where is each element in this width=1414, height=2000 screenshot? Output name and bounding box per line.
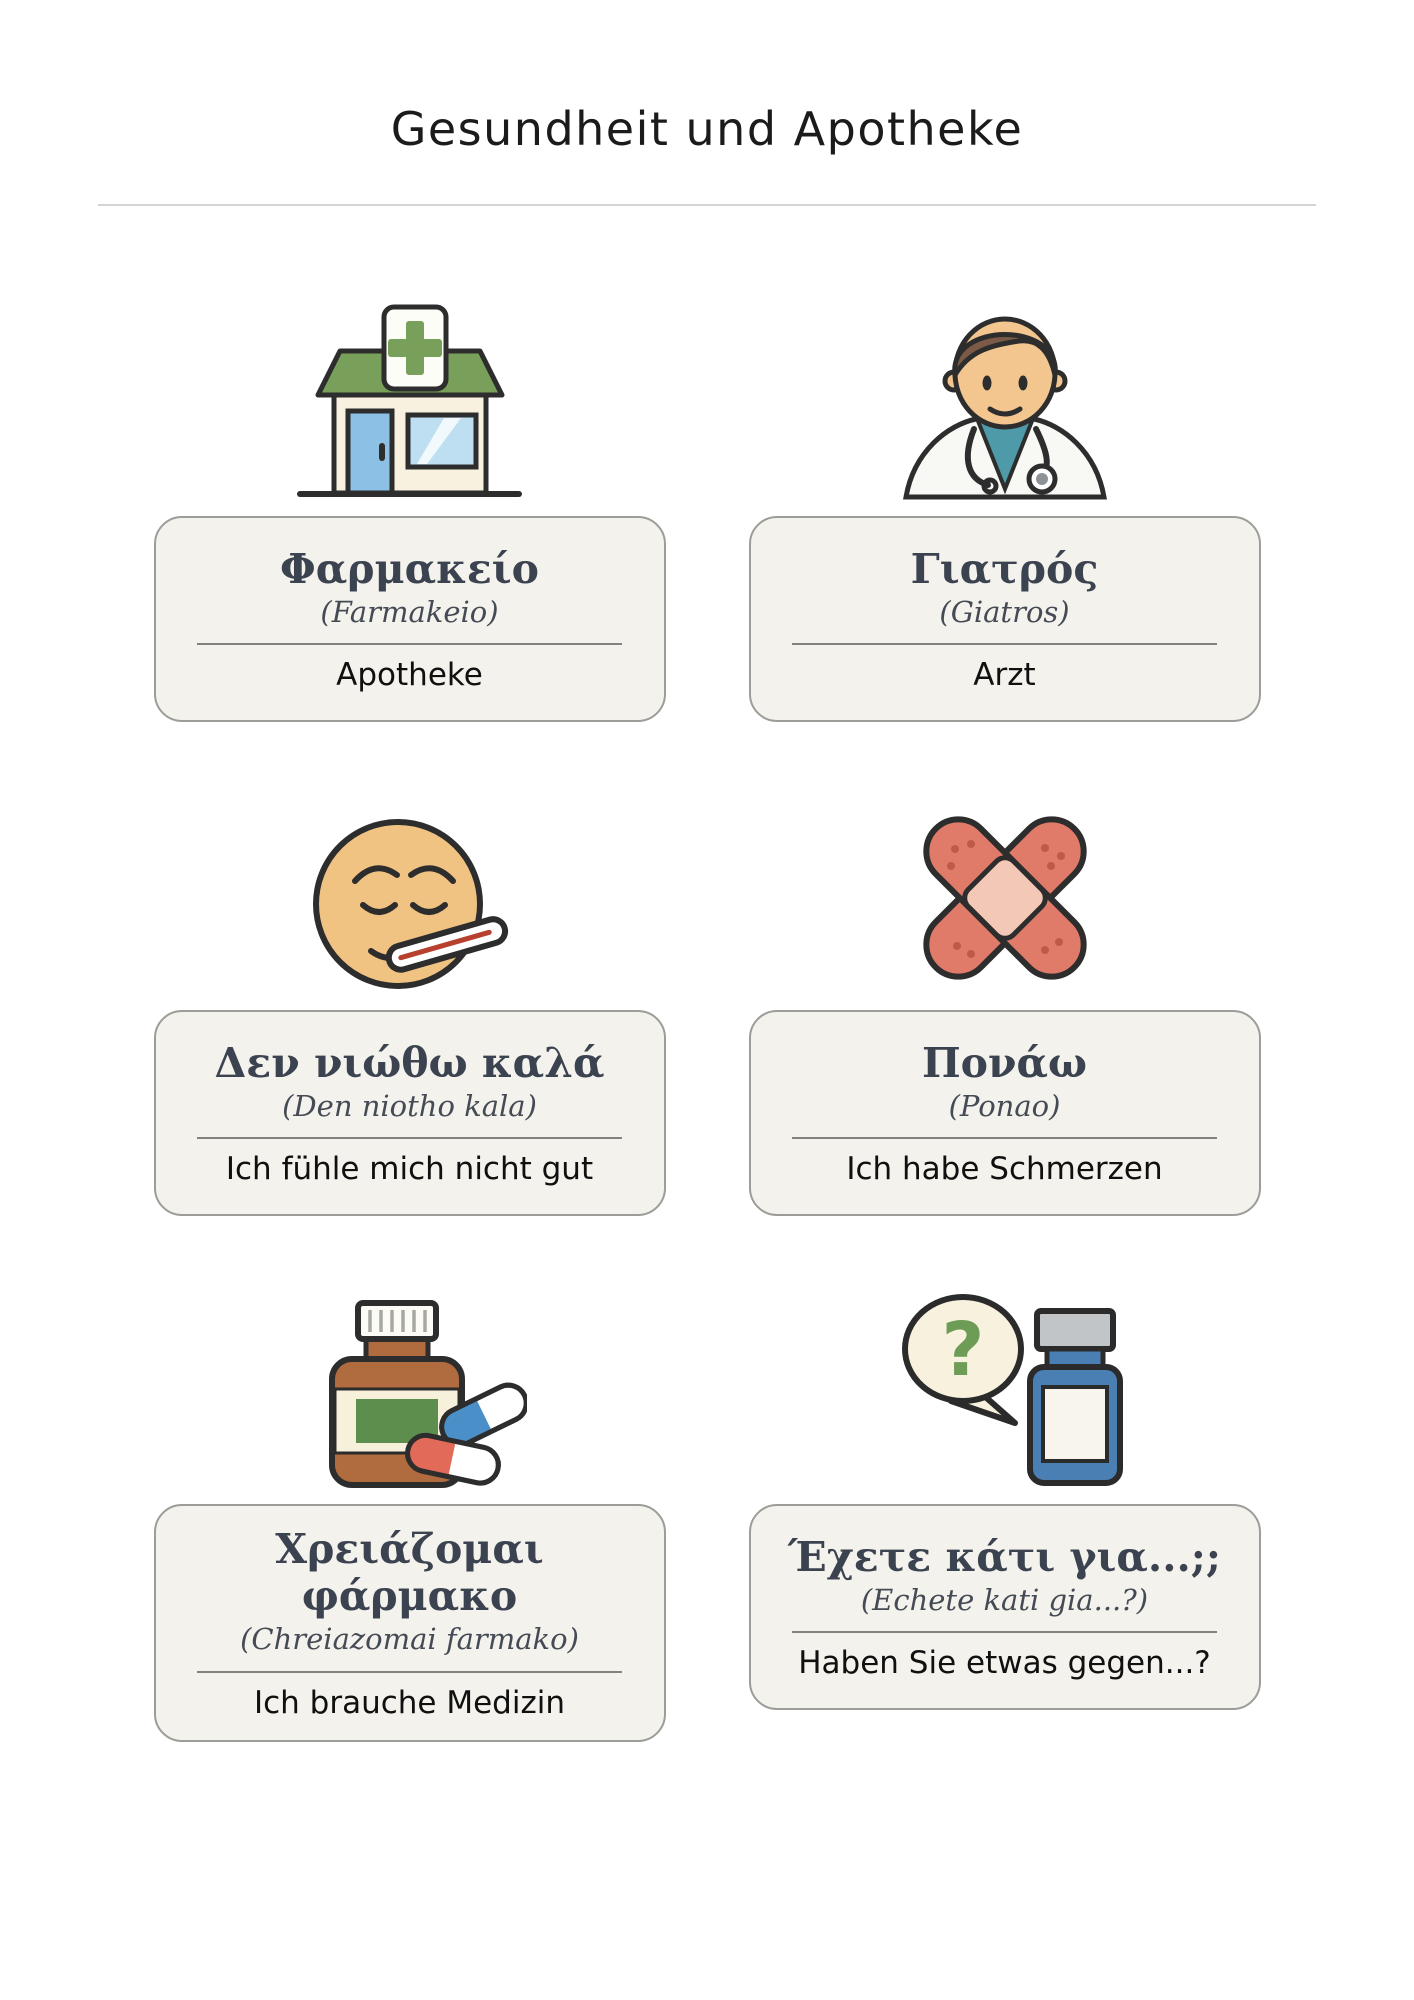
- vocab-card-need-medicine: [154, 1504, 666, 1742]
- page-title: Gesundheit und Apotheke: [390, 102, 1024, 156]
- greek-term: Γιατρός: [910, 544, 1099, 593]
- doctor-icon: [890, 292, 1120, 500]
- german-translation: Apotheke: [336, 657, 483, 694]
- vocab-cell-pharmacy: [154, 292, 666, 722]
- card-divider: [197, 1137, 622, 1139]
- greek-term: Φαρμακείο: [280, 544, 539, 593]
- vocab-cell-doctor: [749, 292, 1261, 722]
- romanization: (Echete kati gia...?): [860, 1582, 1149, 1617]
- greek-term: Έχετε κάτι για...;;: [787, 1532, 1222, 1581]
- svg-text:?: ?: [941, 1307, 984, 1393]
- romanization: (Ponao): [948, 1088, 1061, 1123]
- greek-term: Χρειάζομαι φάρμακο: [275, 1525, 544, 1621]
- german-translation: Haben Sie etwas gegen...?: [798, 1645, 1211, 1682]
- romanization: (Giatros): [939, 594, 1070, 629]
- sick-face-thermometer-icon: [295, 786, 525, 994]
- vocab-grid: [154, 292, 1261, 1742]
- greek-term: Πονάω: [921, 1038, 1088, 1087]
- vocab-card-doctor: [749, 516, 1261, 722]
- greek-term: Δεν νιώθω καλά: [214, 1038, 605, 1087]
- vocab-cell-feel-bad: [154, 786, 666, 1216]
- romanization: (Den niotho kala): [282, 1088, 537, 1123]
- german-translation: Ich fühle mich nicht gut: [225, 1151, 594, 1188]
- romanization: (Farmakeio): [320, 594, 499, 629]
- vocab-cell-need-medicine: [154, 1280, 666, 1742]
- vocab-cell-have-something-for: [749, 1280, 1261, 1742]
- german-translation: Ich brauche Medizin: [253, 1684, 565, 1721]
- card-divider: [792, 1137, 1217, 1139]
- card-divider: [197, 1671, 622, 1673]
- medicine-bottle-pills-icon: [292, 1280, 527, 1488]
- vocab-cell-pain: [749, 786, 1261, 1216]
- card-divider: [792, 643, 1217, 645]
- german-translation: Ich habe Schmerzen: [846, 1151, 1163, 1188]
- crossed-bandages-icon: [895, 786, 1115, 994]
- card-divider: [197, 643, 622, 645]
- title-divider: [98, 204, 1316, 206]
- vocab-card-have-something-for: [749, 1504, 1261, 1710]
- vocab-card-feel-bad: [154, 1010, 666, 1216]
- question-bubble-bottle-icon: [885, 1280, 1125, 1488]
- vocab-card-pharmacy: [154, 516, 666, 722]
- german-translation: Arzt: [973, 657, 1036, 694]
- pharmacy-building-icon: [292, 292, 527, 500]
- vocab-card-pain: [749, 1010, 1261, 1216]
- romanization: (Chreiazomai farmako): [240, 1622, 579, 1657]
- card-divider: [792, 1631, 1217, 1633]
